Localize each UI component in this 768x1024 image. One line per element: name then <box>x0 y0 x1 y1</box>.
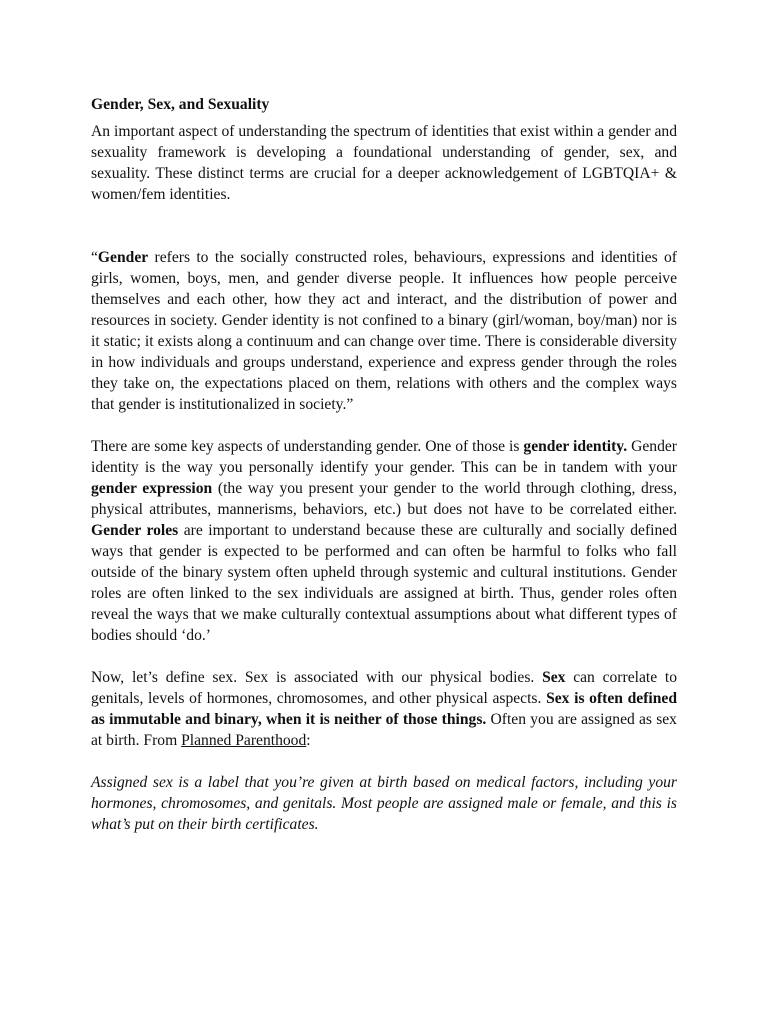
sex-term: Sex <box>542 669 566 686</box>
planned-parenthood-quote: Assigned sex is a label that you’re given at birth based on medical factors, including your hormones, chromosomes, and genitals. Most people are assigned male or female, and this is what’s put on their birth certificates. <box>91 774 677 833</box>
sex-text-4: : <box>306 732 311 749</box>
gender-definition-quote <box>91 247 677 415</box>
document-page <box>91 94 677 835</box>
gender-definition-text: refers to the socially constructed roles, behaviours, expressions and identities of girls, women, boys, men, and gender diverse people. It influences how people perceive themselves and each other, how they act and interact, and the distribution of power and resources in society. Gender identity is not confined to a binary (girl/woman, boy/man) nor is it static; it exists along a continuum and can change over time. There is considerable diversity in how individuals and groups understand, experience and express gender through the roles they take on, the expectations placed on them, relations with others and the complex ways that gender is institutionalized in society.” <box>91 249 677 413</box>
quote-open-mark: “ <box>91 249 98 266</box>
gender-identity-term: gender identity. <box>523 438 628 455</box>
aspects-text-3: (the way you present your gender to the world through clothing, dress, physical attributes, mannerisms, behaviors, etc.) but does not have to be correlated either. <box>91 480 677 518</box>
sex-definition-paragraph <box>91 667 677 751</box>
aspects-text-4: are important to understand because these are culturally and socially defined ways that gender is expected to be performed and can often be harmful to folks who fall outside of the binary system often upheld through systemic and cultural institutions. Gender roles are often linked to the sex individuals are assigned at birth. Thus, gender roles often reveal the ways that we make culturally contextual assumptions about what different types of bodies should ‘do.’ <box>91 522 677 644</box>
sex-text-3: Often you are assigned as sex at birth. From <box>91 711 677 749</box>
aspects-text-1: There are some key aspects of understanding gender. One of those is <box>91 438 524 455</box>
gender-term: Gender <box>97 249 149 266</box>
sex-emphasis: Sex is often defined as immutable and binary, when it is neither of those things. <box>91 690 677 728</box>
gender-roles-term: Gender roles <box>91 522 179 539</box>
gender-expression-term: gender expression <box>91 480 213 497</box>
intro-paragraph: An important aspect of understanding the spectrum of identities that exist within a gender and sexuality framework is developing a foundational understanding of gender, sex, and sexuality. These distinct terms are crucial for a deeper acknowledgement of LGBTQIA+ & women/fem identities. <box>91 123 677 203</box>
sex-text-1: Now, let’s define sex. Sex is associated with our physical bodies. <box>91 669 543 686</box>
aspects-text-2: Gender identity is the way you personally identify your gender. This can be in tandem with your <box>91 438 677 476</box>
gender-aspects-paragraph <box>91 436 677 646</box>
sex-text-2: can correlate to genitals, levels of hormones, chromosomes, and other physical aspects. <box>91 669 678 707</box>
document-heading: Gender, Sex, and Sexuality <box>91 96 270 113</box>
planned-parenthood-link[interactable]: Planned Parenthood <box>181 732 307 749</box>
